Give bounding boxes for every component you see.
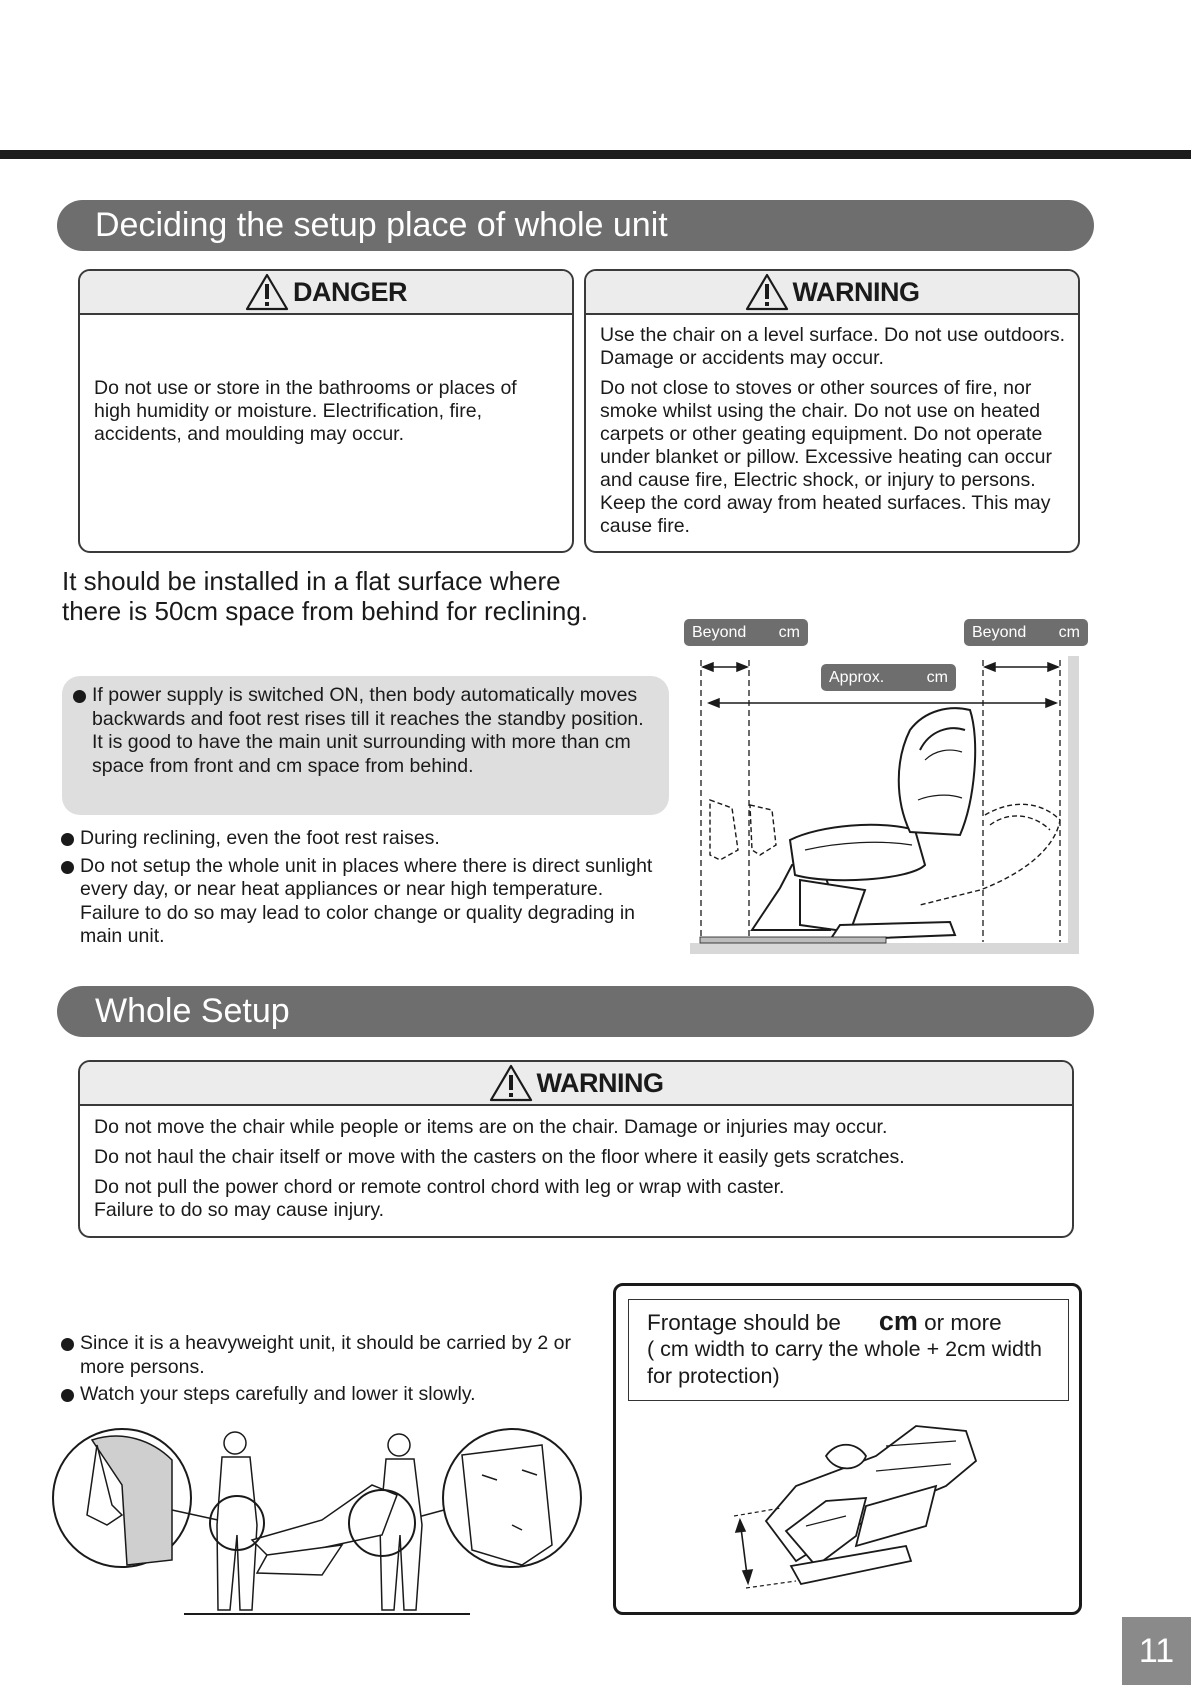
approx-label: Approx. — [829, 669, 885, 686]
warning-triangle-icon — [245, 273, 289, 311]
section-title-text: Deciding the setup place of whole unit — [95, 206, 668, 244]
approx-unit: cm — [926, 669, 948, 686]
carry-bullets — [60, 1332, 580, 1411]
beyond-left-label: Beyond — [692, 624, 747, 641]
beyond-right-tag — [964, 619, 1088, 646]
warning-header — [80, 1062, 1072, 1106]
frontage-or-more: or more — [917, 1310, 1002, 1335]
top-rule — [0, 150, 1191, 159]
warning-text-level: Use the chair on a level surface. Do not use outdoors. Damage or accidents may occur. — [600, 324, 1066, 369]
frontage-line2: ( cm width to carry the whole + 2cm width for protection) — [647, 1337, 1042, 1388]
danger-text: Do not use or store in the bathrooms or places of high humidity or moisture. Electrification, fire, accidents, and moulding may occur. — [94, 377, 517, 445]
section-title-text: Whole Setup — [95, 992, 290, 1030]
frontage-text-box — [628, 1299, 1069, 1401]
beyond-right-label: Beyond — [972, 624, 1027, 641]
warning-title: WARNING — [792, 276, 920, 307]
warning-cord-text: Do not pull the power chord or remote control chord with leg or wrap with caster. — [94, 1176, 785, 1198]
carrying-illustration — [52, 1425, 587, 1620]
frontage-cm: cm — [878, 1306, 918, 1336]
warning-move-text: Do not move the chair while people or items are on the chair. Damage or injuries may occur. — [94, 1116, 888, 1138]
warning-triangle-icon — [745, 273, 789, 311]
reclining-clearance-diagram — [680, 650, 1090, 960]
chair-frontage-illustration — [726, 1416, 1006, 1596]
warning-box-setup — [584, 269, 1080, 553]
beyond-left-tag — [684, 619, 808, 646]
page-number: 11 — [1122, 1617, 1191, 1685]
bullet-two-persons: Since it is a heavyweight unit, it should be carried by 2 or more persons. — [60, 1332, 580, 1379]
power-on-note — [62, 676, 669, 815]
section-title-whole-setup — [57, 986, 1094, 1037]
danger-header — [80, 271, 572, 315]
frontage-line1: Frontage should be — [647, 1310, 841, 1335]
beyond-right-unit: cm — [1058, 624, 1080, 641]
warning-text-fire: Do not close to stoves or other sources of fire, nor smoke whilst using the chair. Do not use on heated carpets or other geating equipment. Do not operate under blanket or pillow. Excessive heating can occur and cause fire, Electric shock, or injury to persons. Keep the cord away from heated surfaces. This may cause fire. — [600, 377, 1053, 537]
warning-box-moving — [78, 1060, 1074, 1238]
danger-title: DANGER — [292, 276, 407, 307]
beyond-left-unit: cm — [778, 624, 800, 641]
bullet-sunlight: Do not setup the whole unit in places where there is direct sunlight every day, or near heat appliances or near high temperature. Failure to do so may lead to color change or quality degrading in main unit. — [60, 855, 660, 949]
bullet-footrest: During reclining, even the foot rest raises. — [60, 827, 660, 851]
warning-title: WARNING — [536, 1067, 664, 1098]
warning-header — [586, 271, 1078, 315]
section-title-setup-place — [57, 200, 1094, 251]
bullet-watch-steps: Watch your steps carefully and lower it slowly. — [60, 1383, 580, 1407]
install-bullets — [60, 827, 660, 953]
danger-box — [78, 269, 574, 553]
warning-haul-text: Do not haul the chair itself or move with the casters on the floor where it easily gets scratches. — [94, 1146, 905, 1168]
install-intro: It should be installed in a flat surface where there is 50cm space from behind for reclining. — [62, 566, 589, 626]
frontage-box — [613, 1283, 1082, 1615]
warning-triangle-icon — [489, 1064, 533, 1102]
warning-injury-text: Failure to do so may cause injury. — [94, 1199, 385, 1221]
power-on-note-text: If power supply is switched ON, then body automatically moves backwards and foot rest rises till it reaches the standby position. It is good to have the main unit surrounding with more than cm space from front and cm space from behind. — [72, 684, 655, 778]
